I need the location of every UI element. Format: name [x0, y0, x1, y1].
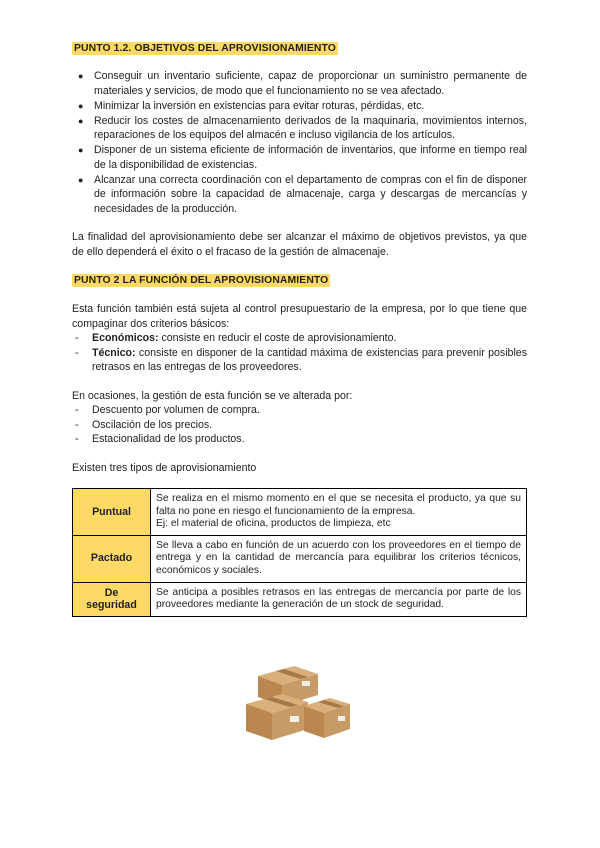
dash-icon: -: [75, 404, 79, 416]
bullet-icon: ●: [78, 115, 84, 126]
box-bottom-right: [304, 698, 350, 738]
type-description: Se anticipa a posibles retrasos en las entregas de mercancía por parte de los proveedores mediante la generación de un stock de seguridad.: [151, 582, 527, 616]
cardboard-boxes-icon: [242, 664, 354, 742]
list-item: - Estacionalidad de los productos.: [75, 433, 245, 445]
types-intro: Existen tres tipos de aprovisionamiento: [72, 461, 257, 474]
section-heading-funcion: PUNTO 2 LA FUNCIÓN DEL APROVISIONAMIENTO: [74, 275, 329, 286]
dash-icon: -: [75, 418, 79, 431]
criteria-list: [72, 331, 527, 375]
box-bottom-left: [246, 694, 308, 740]
type-label: Puntual: [73, 489, 151, 536]
type-description: Se realiza en el mismo momento en el que se necesita el producto, ya que su falta no pone en riesgo el funcionamiento de la empresa. Ej: el material de oficina, productos de limpieza, etc: [151, 489, 527, 536]
list-item: - Económicos: consiste en reducir el coste de aprovisionamiento.: [75, 332, 397, 344]
list-item: ● Conseguir un inventario suficiente, capaz de proporcionar un suministro permanente de materiales y servicios, de modo que el funcionamiento no se vea afectado.: [78, 70, 527, 97]
type-label: Pactado: [73, 535, 151, 582]
funcion-intro-paragraph: Esta función también está sujeta al control presupuestario de la empresa, por lo que tiene que compaginar dos criterios básicos:: [72, 303, 527, 330]
dash-icon: -: [75, 332, 79, 344]
list-item: - Descuento por volumen de compra.: [75, 404, 260, 416]
finalidad-paragraph: La finalidad del aprovisionamiento debe ser alcanzar el máximo de objetivos previstos, ya que de ello dependerá el éxito o el fracaso de la gestión de almacenaje.: [72, 231, 527, 258]
objectives-list: [72, 69, 527, 216]
section-heading-objetivos: PUNTO 1.2. OBJETIVOS DEL APROVISIONAMIENTO: [74, 43, 336, 54]
list-item: - Oscilación de los precios.: [75, 418, 213, 431]
criteria-term: Económicos:: [92, 332, 159, 344]
dash-icon: -: [75, 433, 79, 445]
table-row: [73, 582, 527, 616]
list-item: ● Minimizar la inversión en existencias para evitar roturas, pérdidas, etc.: [78, 99, 425, 112]
list-item: ● Alcanzar una correcta coordinación con el departamento de compras con el fin de disponer de información sobre la capacidad de almacenaje, carga y descargas de mercancías y necesidades de la producción.: [78, 173, 527, 215]
dash-icon: -: [75, 346, 79, 359]
type-example: Ej: el material de oficina, productos de limpieza, etc: [156, 518, 391, 530]
criteria-term: Técnico:: [92, 346, 136, 359]
bullet-icon: ●: [78, 100, 84, 111]
list-item: ● Disponer de un sistema eficiente de información de inventarios, que informe en tiempo real de la disponibilidad de existencias.: [78, 144, 527, 171]
alteration-list: [72, 403, 527, 447]
aprovisionamiento-types-table: [72, 488, 527, 617]
table-row: [73, 535, 527, 582]
bullet-icon: ●: [78, 174, 84, 185]
list-item: ● Reducir los costes de almacenamiento derivados de la maquinaria, movimientos internos, reparaciones de los equipos del almacén e incluso vigilancia de los artículos.: [78, 114, 527, 141]
bullet-icon: ●: [78, 71, 84, 81]
bullet-icon: ●: [78, 145, 84, 155]
list-item: - Técnico: consiste en disponer de la cantidad máxima de existencias para prevenir posibles retrasos en las entregas de los proveedores.: [75, 346, 527, 373]
alteration-intro: En ocasiones, la gestión de esta función se ve alterada por:: [72, 389, 353, 402]
document-page: [72, 40, 527, 617]
type-label: De seguridad: [73, 582, 151, 616]
type-description: Se lleva a cabo en función de un acuerdo con los proveedores en el tiempo de entrega y en la cantidad de mercancía para equilibrar los criterios técnicos, económicos y sociales.: [151, 535, 527, 582]
table-row: [73, 489, 527, 536]
